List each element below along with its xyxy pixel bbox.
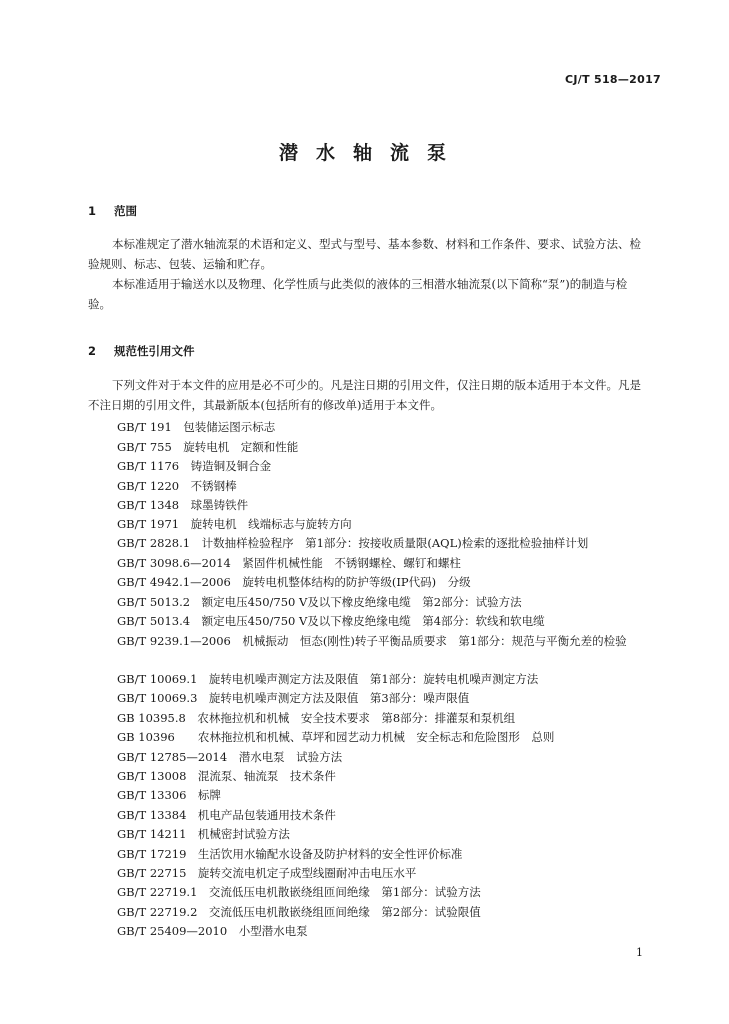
- reference-item: GB/T 5013.4 额定电压450/750 V及以下橡皮绝缘电缆 第4部分：软线和软电缆: [117, 614, 545, 628]
- reference-item: GB/T 13008 混流泵、轴流泵 技术条件: [117, 769, 336, 783]
- reference-item: GB/T 13306 标牌: [117, 788, 221, 802]
- reference-item: GB/T 13384 机电产品包装通用技术条件: [117, 808, 336, 822]
- section-2-intro-text: 下列文件对于本文件的应用是必不可少的。凡是注日期的引用文件，仅注日期的版本适用于本文件。凡是不注日期的引用文件，其最新版本(包括所有的修改单)适用于本文件。: [88, 378, 641, 412]
- section-2-title: 规范性引用文件: [114, 344, 195, 358]
- reference-item: GB/T 191 包装储运图示标志: [117, 420, 276, 434]
- reference-item: GB/T 5013.2 额定电压450/750 V及以下橡皮绝缘电缆 第2部分：试验方法: [117, 595, 522, 609]
- section-1-para-1: [88, 235, 648, 274]
- reference-item: GB/T 1176 铸造铜及铜合金: [117, 459, 272, 473]
- reference-item: GB/T 12785—2014 潜水电泵 试验方法: [117, 750, 343, 764]
- reference-item: GB/T 3098.6—2014 紧固件机械性能 不锈钢螺栓、螺钉和螺柱: [117, 556, 461, 570]
- section-1-number: 1: [88, 204, 97, 218]
- section-1-para-1-text: 本标准规定了潜水轴流泵的术语和定义、型式与型号、基本参数、材料和工作条件、要求、试验方法、检验规则、标志、包装、运输和贮存。: [88, 237, 641, 271]
- standard-code: CJ/T 518—2017: [565, 73, 661, 86]
- document-title: 潜水轴流泵: [278, 142, 464, 164]
- reference-item: GB/T 22719.2 交流低压电机散嵌绕组匝间绝缘 第2部分：试验限值: [117, 905, 481, 919]
- section-1-heading: [88, 203, 137, 219]
- reference-item: GB/T 9239.1—2006 机械振动 恒态(刚性)转子平衡品质要求 第1部分：规范与平衡允差的检验: [117, 634, 627, 648]
- reference-item: GB/T 10069.3 旋转电机噪声测定方法及限值 第3部分：噪声限值: [117, 691, 470, 705]
- reference-item: GB/T 25409—2010 小型潜水电泵: [117, 924, 308, 938]
- page-number: 1: [636, 946, 643, 959]
- section-2-intro: [88, 376, 648, 415]
- section-1-title: 范围: [114, 204, 137, 218]
- reference-item: GB/T 14211 机械密封试验方法: [117, 827, 290, 841]
- reference-item: GB/T 755 旋转电机 定额和性能: [117, 440, 299, 454]
- section-2-heading: [88, 343, 195, 359]
- reference-item: GB/T 22715 旋转交流电机定子成型线圈耐冲击电压水平: [117, 866, 417, 880]
- reference-item: GB/T 10069.1 旋转电机噪声测定方法及限值 第1部分：旋转电机噪声测定方法: [117, 672, 539, 686]
- section-1-para-2-text: 本标准适用于输送水以及物理、化学性质与此类似的液体的三相潜水轴流泵(以下简称“泵”)的制造与检验。: [88, 277, 628, 311]
- reference-item: GB/T 1348 球墨铸铁件: [117, 498, 249, 512]
- reference-item: GB/T 2828.1 计数抽样检验程序 第1部分：按接收质量限(AQL)检索的逐批检验抽样计划: [117, 536, 589, 550]
- reference-item: GB/T 17219 生活饮用水输配水设备及防护材料的安全性评价标准: [117, 847, 463, 861]
- reference-item: GB/T 1971 旋转电机 线端标志与旋转方向: [117, 517, 352, 531]
- reference-item: GB 10396 农林拖拉机和机械、草坪和园艺动力机械 安全标志和危险图形 总则: [117, 730, 555, 744]
- reference-item: GB/T 1220 不锈钢棒: [117, 479, 237, 493]
- section-2-number: 2: [88, 344, 97, 358]
- reference-item: GB/T 4942.1—2006 旋转电机整体结构的防护等级(IP代码) 分级: [117, 575, 471, 589]
- section-1-para-2: [88, 275, 648, 314]
- reference-item: GB/T 22719.1 交流低压电机散嵌绕组匝间绝缘 第1部分：试验方法: [117, 885, 481, 899]
- reference-item: GB 10395.8 农林拖拉机和机械 安全技术要求 第8部分：排灌泵和泵机组: [117, 711, 516, 725]
